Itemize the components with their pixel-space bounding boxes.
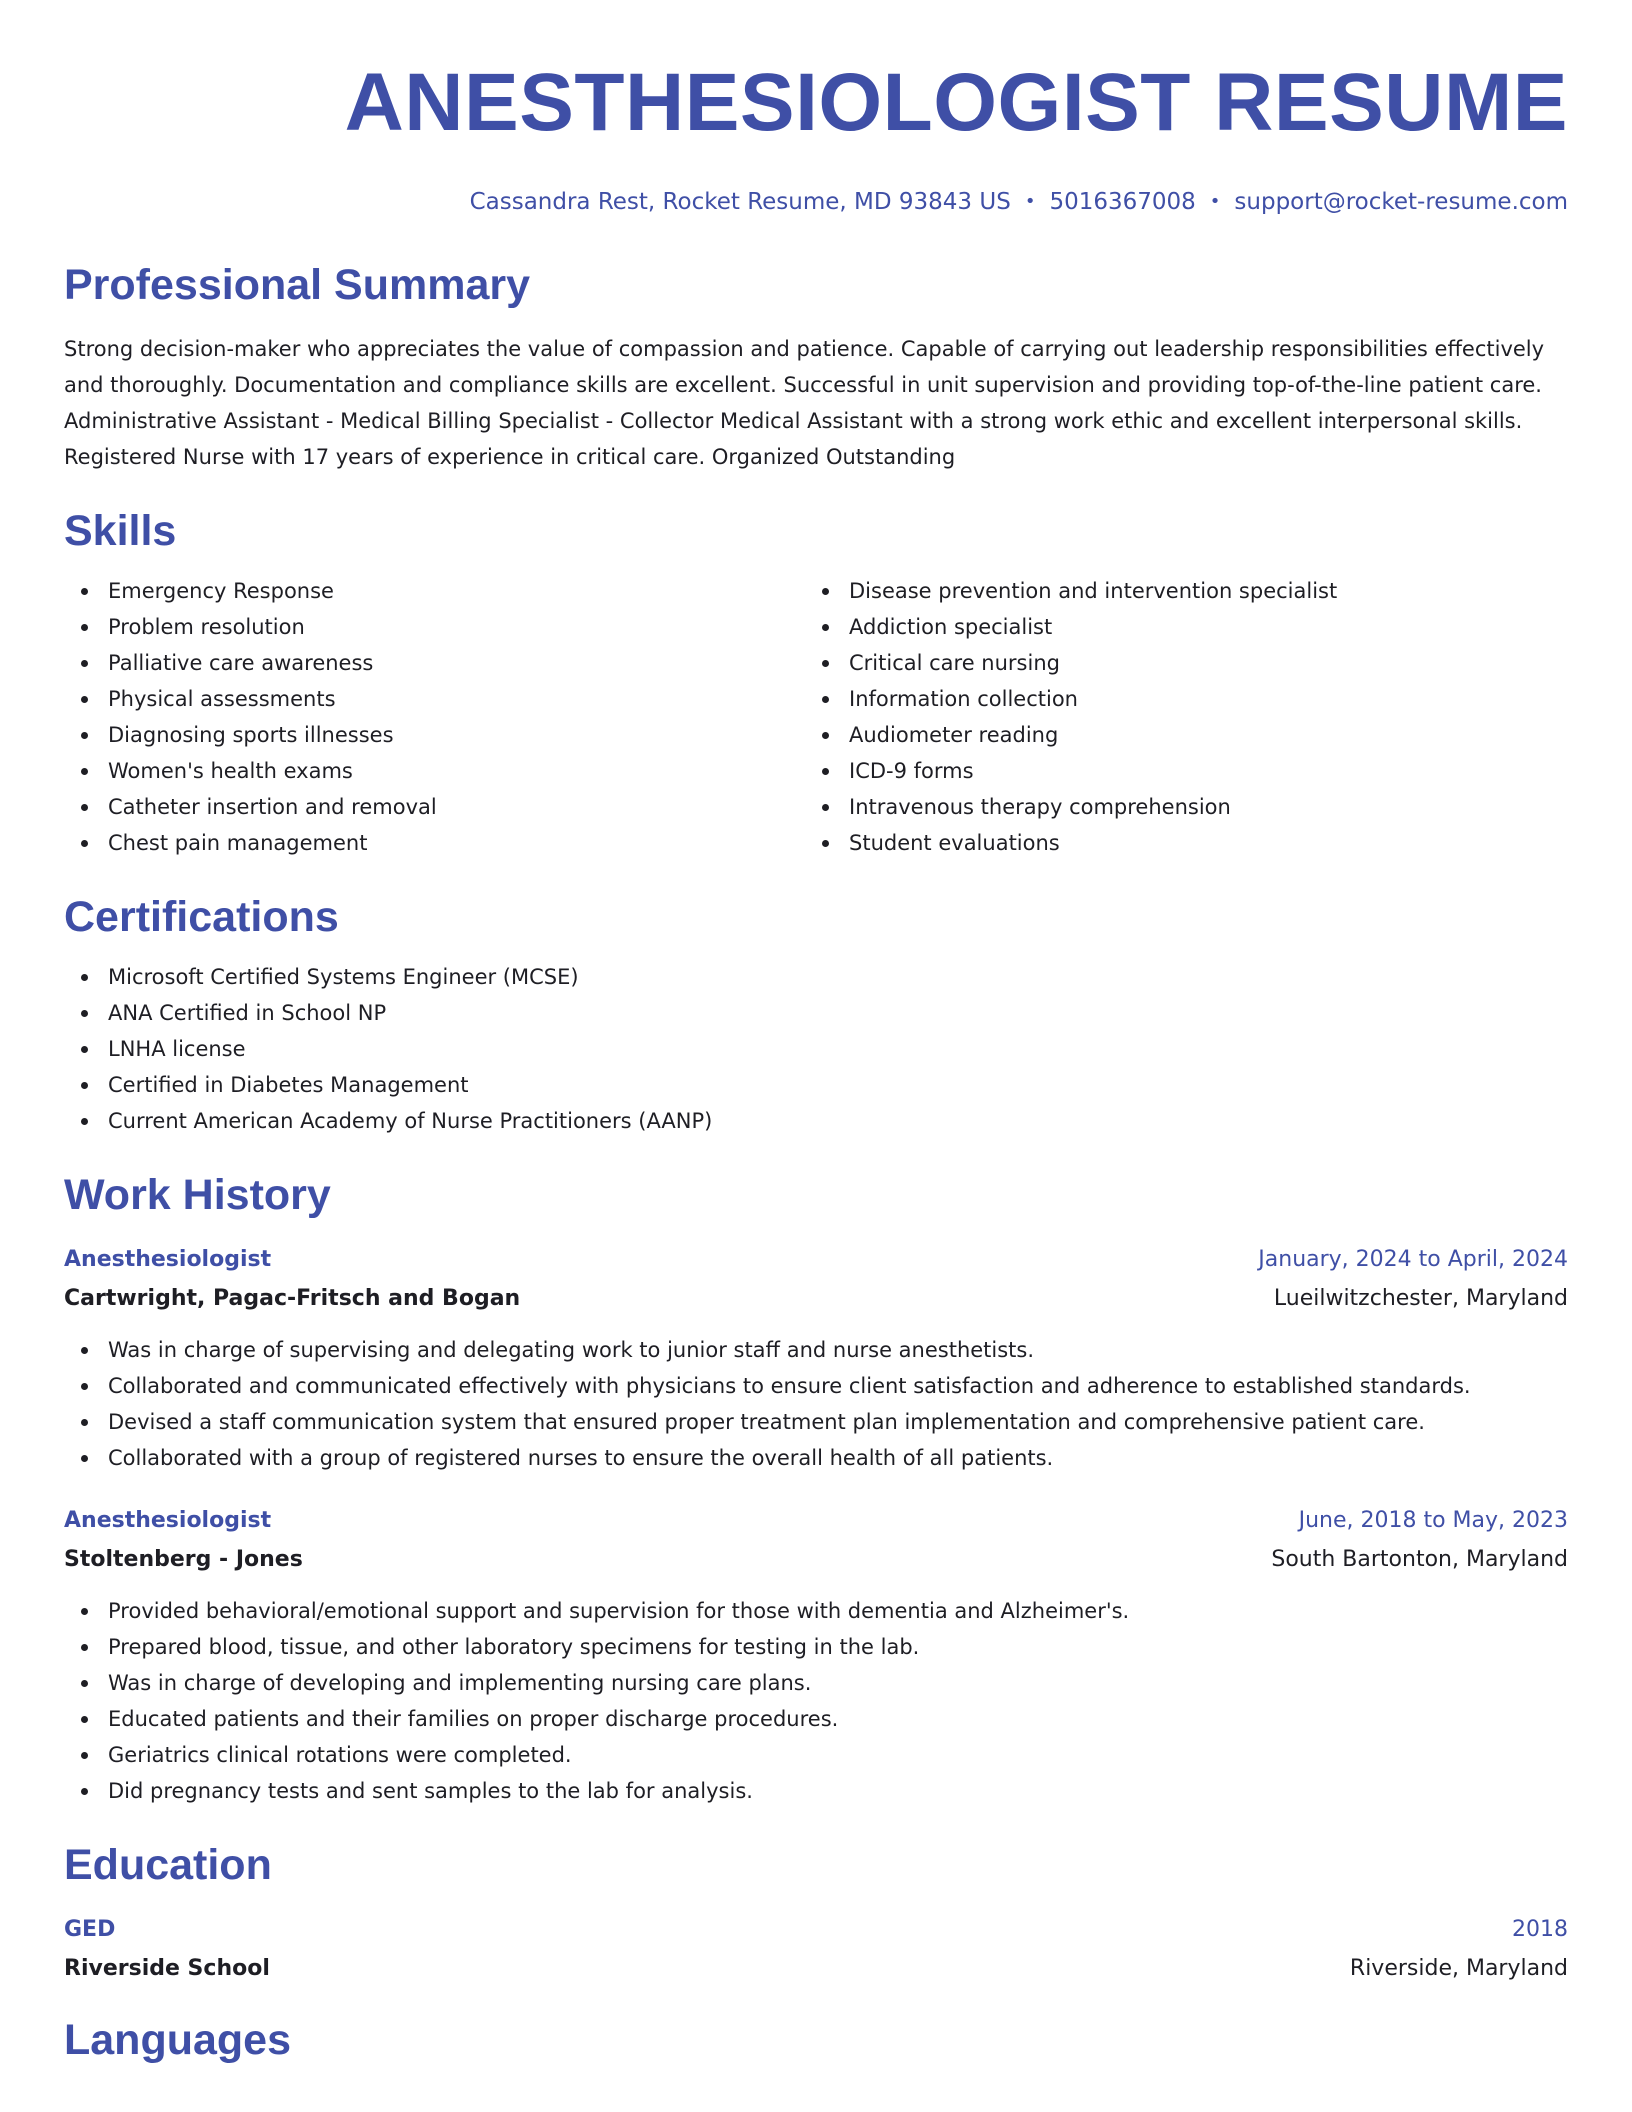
contact-address: Cassandra Rest, Rocket Resume, MD 93843 US (469, 189, 1011, 215)
section-heading-skills: Skills (64, 507, 177, 555)
job-duty: Prepared blood, tissue, and other laboratory specimens for testing in the lab. (64, 1629, 1568, 1665)
job-role: Anesthesiologist (64, 1247, 272, 1272)
certifications-list (64, 959, 1568, 1139)
job-duty: Educated patients and their families on proper discharge procedures. (64, 1701, 1568, 1737)
job-dates: June, 2018 to May, 2023 (1298, 1508, 1568, 1533)
skill-item: Audiometer reading (805, 717, 1546, 753)
job-duties-list (64, 1593, 1568, 1809)
job-dates: January, 2024 to April, 2024 (1258, 1247, 1568, 1272)
section-heading-languages: Languages (64, 2016, 291, 2064)
skill-item: Intravenous therapy comprehension (805, 789, 1546, 825)
skill-item: Problem resolution (64, 609, 805, 645)
certification-item: LNHA license (64, 1031, 1568, 1067)
skill-item: Catheter insertion and removal (64, 789, 805, 825)
job-duty: Collaborated with a group of registered nurses to ensure the overall health of all patients. (64, 1440, 1568, 1476)
skill-item: Physical assessments (64, 681, 805, 717)
skill-item: Disease prevention and intervention specialist (805, 573, 1546, 609)
resume-title: ANESTHESIOLOGIST RESUME (344, 57, 1568, 148)
job-location: South Bartonton, Maryland (1271, 1547, 1568, 1572)
job-duty: Devised a staff communication system that ensured proper treatment plan implementation and comprehensive patient care. (64, 1404, 1568, 1440)
skills-columns (64, 573, 1568, 861)
job-company: Cartwright, Pagac-Fritsch and Bogan (64, 1286, 521, 1311)
skill-item: Critical care nursing (805, 645, 1546, 681)
work-entry-header (64, 1243, 1568, 1277)
certification-item: Current American Academy of Nurse Practitioners (AANP) (64, 1103, 1568, 1139)
education-entry-subheader (64, 1952, 1568, 1986)
certification-item: ANA Certified in School NP (64, 995, 1568, 1031)
contact-line (64, 187, 1568, 217)
skill-item: Information collection (805, 681, 1546, 717)
job-duty: Was in charge of supervising and delegating work to junior staff and nurse anesthetists. (64, 1332, 1568, 1368)
skill-item: Women's health exams (64, 753, 805, 789)
skill-item: Palliative care awareness (64, 645, 805, 681)
contact-separator: • (1209, 191, 1221, 212)
job-duty: Did pregnancy tests and sent samples to the lab for analysis. (64, 1773, 1568, 1809)
contact-email[interactable]: support@rocket-resume.com (1234, 189, 1568, 215)
job-duty: Geriatrics clinical rotations were completed. (64, 1737, 1568, 1773)
job-duty: Provided behavioral/emotional support and supervision for those with dementia and Alzheimer's. (64, 1593, 1568, 1629)
skill-item: ICD-9 forms (805, 753, 1546, 789)
job-duty: Was in charge of developing and implementing nursing care plans. (64, 1665, 1568, 1701)
education-school: Riverside School (64, 1956, 270, 1981)
education-entry-header (64, 1913, 1568, 1947)
work-entry (64, 1243, 1568, 1476)
education-year: 2018 (1512, 1917, 1568, 1942)
job-company: Stoltenberg - Jones (64, 1547, 303, 1572)
work-entry-header (64, 1504, 1568, 1538)
job-role: Anesthesiologist (64, 1508, 272, 1533)
contact-separator: • (1024, 191, 1036, 212)
section-heading-work-history: Work History (64, 1171, 331, 1219)
work-entry-subheader (64, 1543, 1568, 1577)
skill-item: Emergency Response (64, 573, 805, 609)
skills-list-left (64, 573, 805, 861)
job-duties-list (64, 1332, 1568, 1476)
skill-item: Student evaluations (805, 825, 1546, 861)
education-entry (64, 1913, 1568, 1986)
job-duty: Collaborated and communicated effectively with physicians to ensure client satisfaction and adherence to established standards. (64, 1368, 1568, 1404)
education-location: Riverside, Maryland (1349, 1956, 1568, 1981)
section-heading-education: Education (64, 1841, 272, 1889)
section-heading-summary: Professional Summary (64, 261, 531, 309)
certification-item: Certified in Diabetes Management (64, 1067, 1568, 1103)
education-degree: GED (64, 1917, 116, 1942)
job-location: Lueilwitzchester, Maryland (1273, 1286, 1568, 1311)
work-entry (64, 1504, 1568, 1809)
section-heading-certifications: Certifications (64, 893, 339, 941)
skills-list-right (805, 573, 1546, 861)
certification-item: Microsoft Certified Systems Engineer (MCSE) (64, 959, 1568, 995)
skill-item: Diagnosing sports illnesses (64, 717, 805, 753)
skill-item: Addiction specialist (805, 609, 1546, 645)
summary-text: Strong decision-maker who appreciates the value of compassion and patience. Capable of carrying out leadership responsibilities effectively and thoroughly. Documentation and compliance skills are excellent. Successful in unit supervision and providing top-of-the-line patient care. Administrative Assistant - Medical Billing Specialist - Collector Medical Assistant with a strong work ethic and excellent interpersonal skills. Registered Nurse with 17 years of experience in critical care. Organized Outstanding (64, 337, 1545, 469)
work-entry-subheader (64, 1282, 1568, 1316)
skill-item: Chest pain management (64, 825, 805, 861)
contact-phone: 5016367008 (1049, 189, 1196, 215)
